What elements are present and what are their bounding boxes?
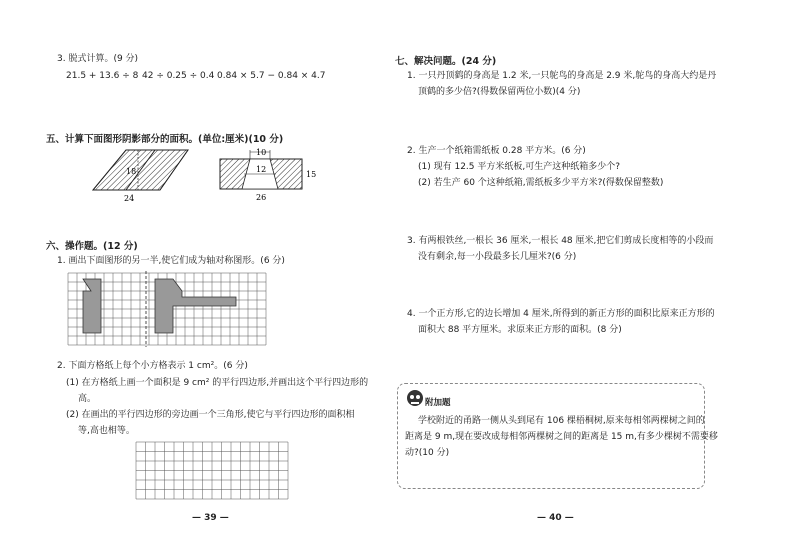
r-q2: 2. 生产一个纸箱需纸板 0.28 平方米。(6 分) [407,146,586,156]
r-q2-1: (1) 现有 12.5 平方米纸板,可生产这种纸箱多少个? [418,162,621,172]
fig2-top-label: 10 [256,148,267,157]
expr-2: 42 ÷ 0.25 ÷ 0.4 [142,71,215,81]
bonus-line1: 学校附近的甬路一侧从头到尾有 106 棵梧桐树,原来每相邻两棵树之间的 [418,416,705,426]
fig1-height-label: 18 [126,167,137,176]
expr-3: 0.84 × 5.7 − 0.84 × 4.7 [217,71,326,81]
bonus-line2: 距离是 9 m,现在要改成每相邻两棵树之间的距离是 15 m,有多少棵树不需要移 [405,432,718,442]
s6-q2: 2. 下面方格纸上每个小方格表示 1 cm²。(6 分) [57,361,248,371]
r-q3-line1: 3. 有两根铁丝,一根长 36 厘米,一根长 48 厘米,把它们剪成长度相等的小段而 [407,236,714,246]
bonus-title: 附加题 [425,398,451,408]
r-q4-line2: 面积大 88 平方厘米。求原来正方形的面积。(8 分) [418,325,622,335]
s6-q2-1-line2: 高。 [78,394,97,404]
expr-1: 21.5 + 13.6 ÷ 8 [66,71,139,81]
s6-q1: 1. 画出下面图形的另一半,使它们成为轴对称图形。(6 分) [57,256,285,266]
bonus-line3: 动?(10 分) [405,448,450,458]
r-q3-line2: 没有剩余,每一小段最多长几厘米?(6 分) [418,252,577,262]
bonus-robot-icon [405,388,425,408]
page-number-left: — 39 — [192,513,229,523]
fig2-middle-label: 12 [256,165,267,174]
r-q2-2: (2) 若生产 60 个这种纸箱,需纸板多少平方米?(得数保留整数) [418,178,664,188]
s6-q2-1-line1: (1) 在方格纸上画一个面积是 9 cm² 的平行四边形,并画出这个平行四边形的 [66,378,369,388]
r-q1-line1: 1. 一只丹顶鹤的身高是 1.2 米,一只鸵鸟的身高是 2.9 米,鸵鸟的身高大约是丹 [407,71,717,81]
section6-title: 六、操作题。(12 分) [46,241,138,252]
s6-q2-2-line1: (2) 在画出的平行四边形的旁边画一个三角形,使它与平行四边形的面积相 [66,410,355,420]
section5-title: 五、计算下面图形阴影部分的面积。(单位:厘米)(10 分) [46,134,284,145]
r-q1-line2: 顶鹤的多少倍?(得数保留两位小数)(4 分) [418,87,581,97]
q3-title: 3. 脱式计算。(9 分) [57,54,139,64]
s6-q2-2-line2: 等,高也相等。 [78,426,135,436]
symmetry-grid [66,269,276,349]
rectangle-trapezoid-figure [212,146,327,204]
area-grid [132,440,352,502]
parallelogram-figure [88,146,208,204]
section7-title: 七、解决问题。(24 分) [395,56,497,67]
page-number-right: — 40 — [537,513,574,523]
r-q4-line1: 4. 一个正方形,它的边长增加 4 厘米,所得到的新正方形的面积比原来正方形的 [407,309,715,319]
fig2-base-label: 26 [256,193,267,202]
fig2-side-label: 15 [306,170,317,179]
fig1-base-label: 24 [124,194,135,203]
